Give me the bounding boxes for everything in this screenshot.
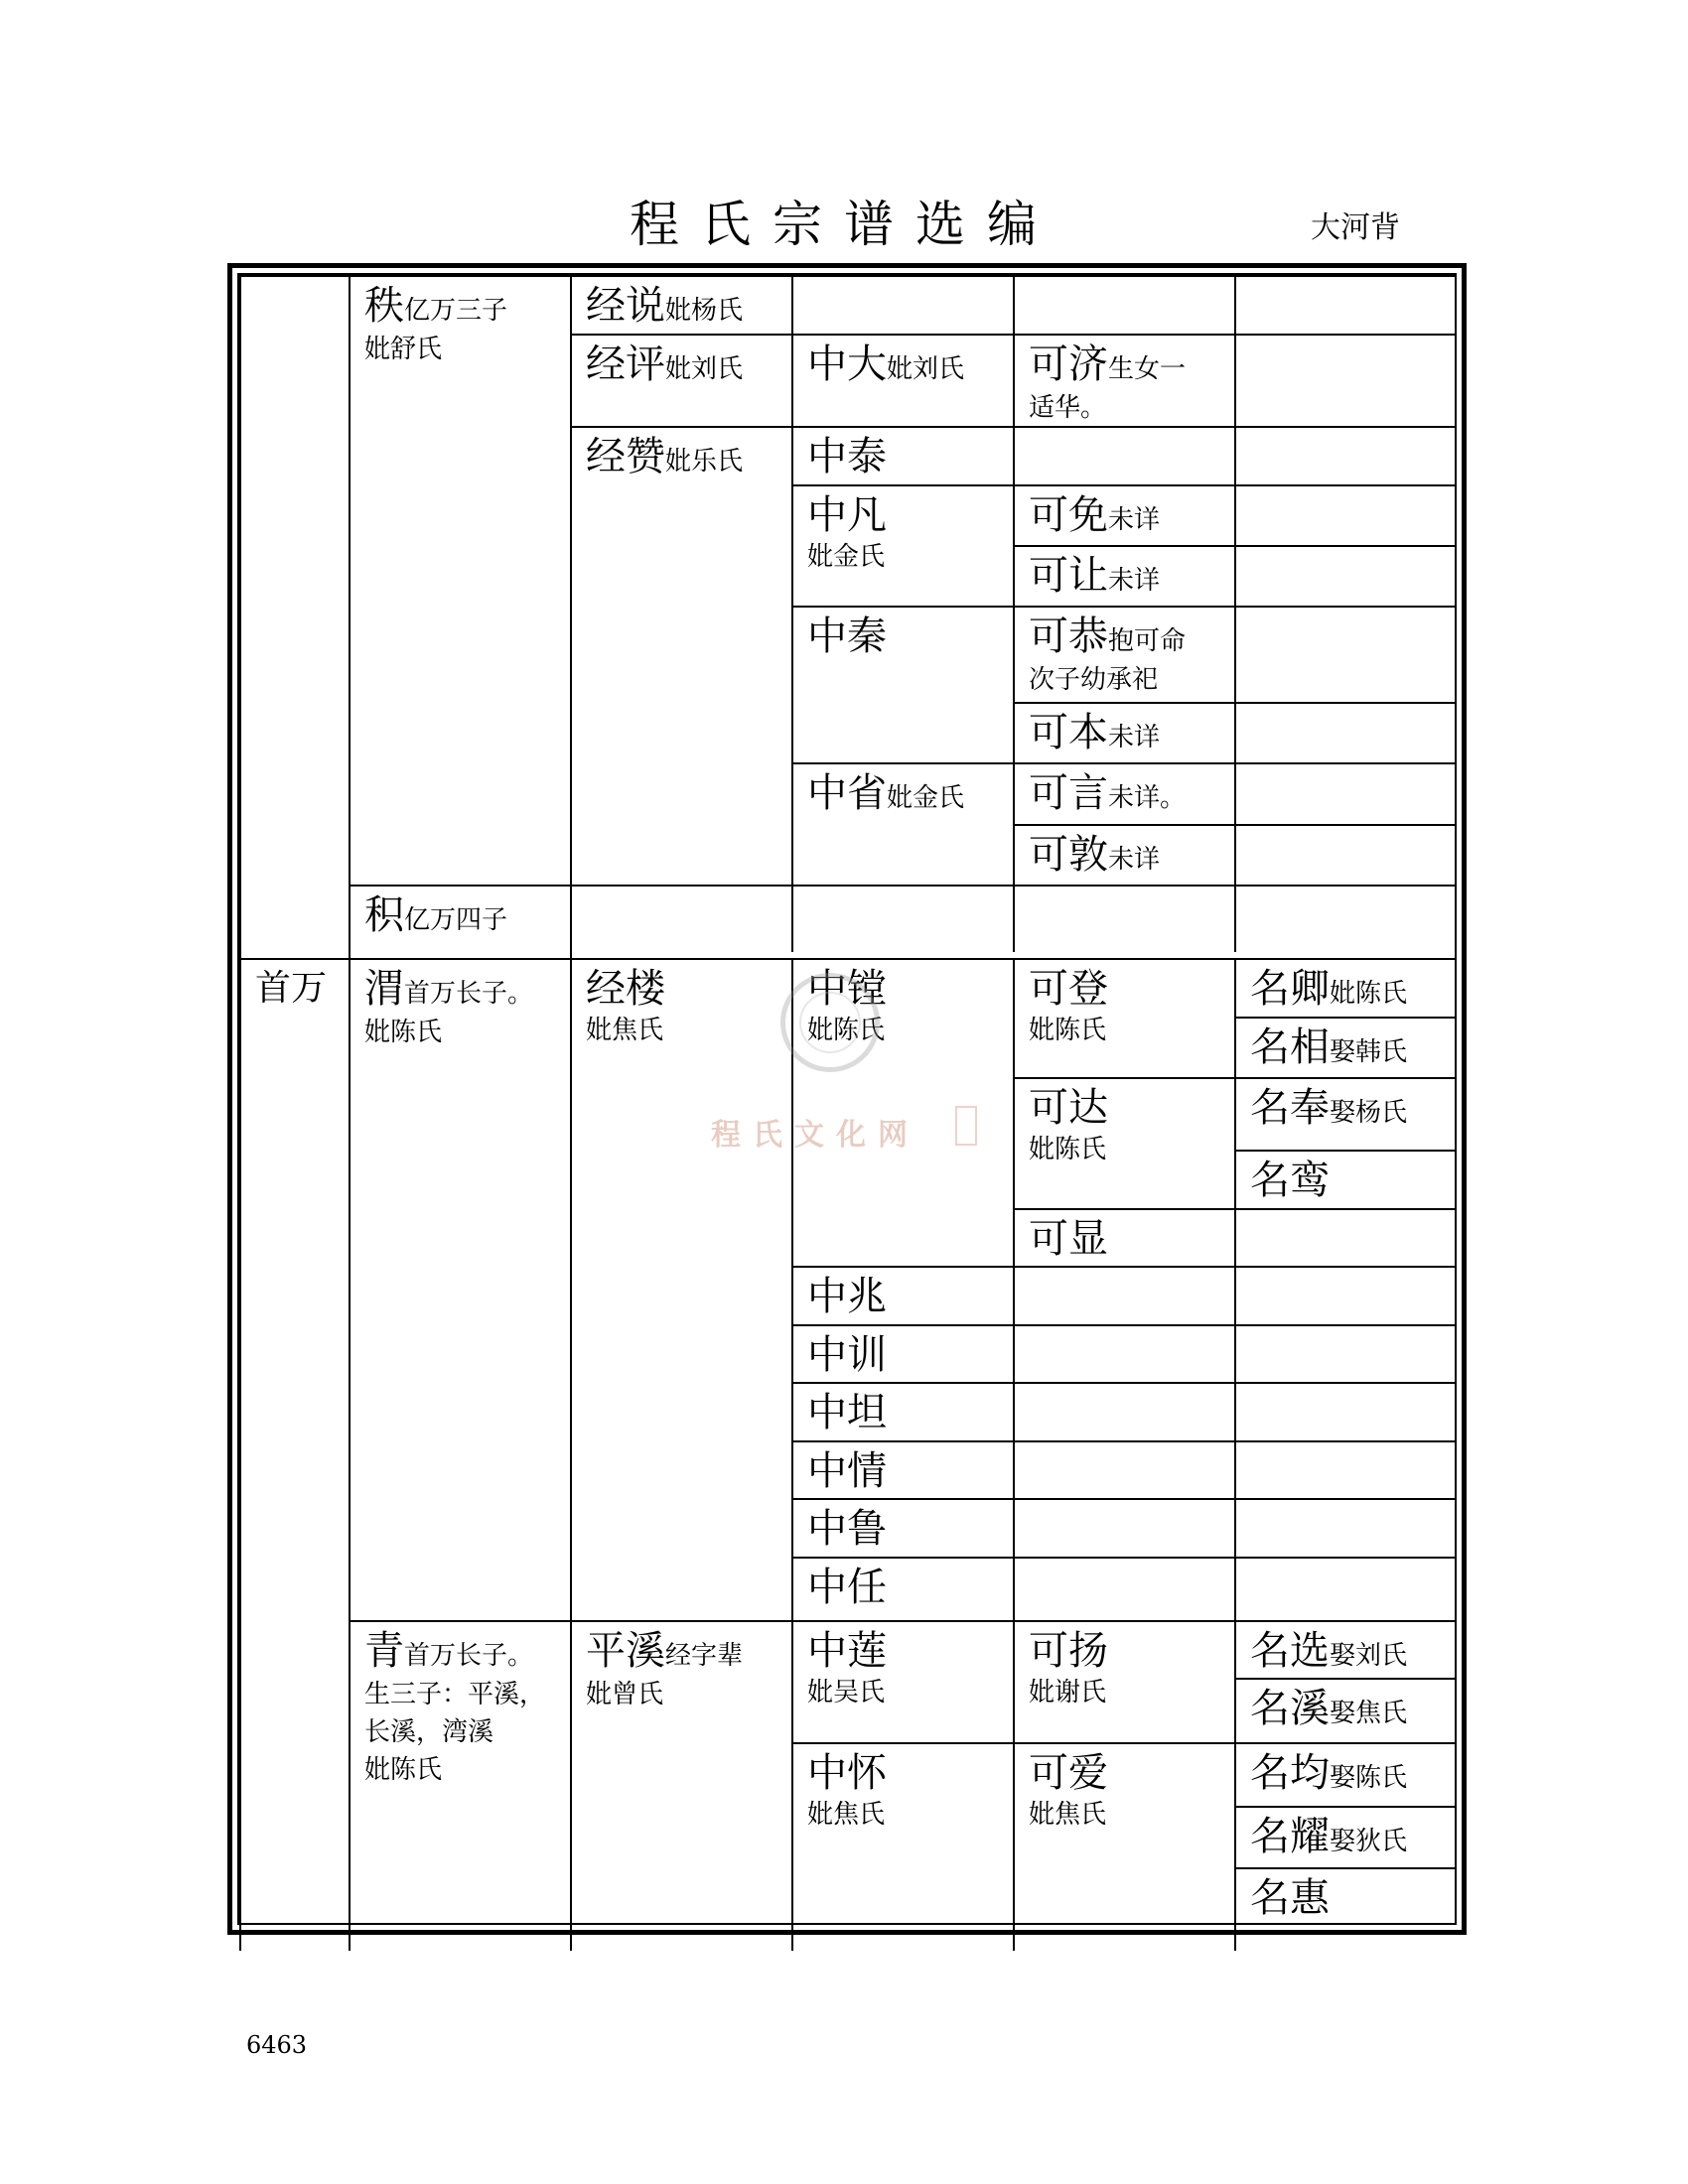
person-note: 妣乐氏 xyxy=(665,447,744,478)
empty-cell xyxy=(1234,484,1455,545)
person-note-line: 妣陈氏 xyxy=(1029,1134,1107,1164)
person-name: 中情 xyxy=(807,1447,887,1494)
person-name: 经评 xyxy=(586,341,665,387)
empty-cell xyxy=(1234,426,1455,484)
person-note: 未详 xyxy=(1108,722,1161,752)
person-note: 未详 xyxy=(1108,844,1161,875)
person-name: 中大 xyxy=(807,341,887,387)
person-name: 秩 xyxy=(364,283,404,329)
empty-cell xyxy=(1013,426,1234,484)
person-name: 中训 xyxy=(807,1331,887,1378)
person-name: 可达 xyxy=(1029,1084,1108,1131)
empty-cell xyxy=(1013,1440,1234,1499)
person-cell xyxy=(1013,1208,1234,1267)
person-note-line: 妣金氏 xyxy=(807,541,886,572)
person-cell xyxy=(570,1620,791,1951)
person-note-line: 妣焦氏 xyxy=(807,1799,886,1830)
person-name: 名奉 xyxy=(1250,1084,1330,1131)
person-name: 可爱 xyxy=(1029,1749,1108,1796)
empty-cell xyxy=(1234,1557,1455,1620)
person-note-line: 妣吴氏 xyxy=(807,1677,886,1707)
person-name: 可显 xyxy=(1029,1215,1108,1262)
person-note: 娶韩氏 xyxy=(1330,1036,1408,1067)
empty-cell xyxy=(791,885,1013,951)
person-note: 亿万三子 xyxy=(404,296,508,326)
person-note: 妣杨氏 xyxy=(665,296,744,326)
person-name: 名耀 xyxy=(1250,1814,1330,1860)
person-name: 名选 xyxy=(1250,1627,1330,1674)
person-note: 首万长子。 xyxy=(404,1640,534,1671)
person-note-line: 妣谢氏 xyxy=(1029,1677,1107,1707)
person-cell xyxy=(349,958,570,1620)
person-cell xyxy=(791,1498,1013,1557)
person-name: 可敦 xyxy=(1029,831,1108,878)
person-name: 积 xyxy=(364,892,404,939)
person-note: 抱可命 xyxy=(1108,626,1187,657)
person-name: 中秦 xyxy=(807,614,887,660)
person-cell xyxy=(791,1557,1013,1620)
person-name: 中坦 xyxy=(807,1390,887,1436)
empty-cell xyxy=(1234,702,1455,762)
person-cell xyxy=(1234,1077,1455,1150)
person-cell xyxy=(1234,958,1455,1017)
person-name: 中鲁 xyxy=(807,1506,887,1553)
person-name: 名溪 xyxy=(1250,1686,1330,1732)
person-note: 娶杨氏 xyxy=(1330,1097,1408,1128)
empty-cell xyxy=(1234,545,1455,606)
person-cell xyxy=(1013,958,1234,1077)
person-name: 可本 xyxy=(1029,709,1108,755)
person-name: 中怀 xyxy=(807,1749,887,1796)
person-note-line: 妣陈氏 xyxy=(1029,1016,1107,1045)
empty-cell xyxy=(1013,275,1234,334)
empty-cell xyxy=(239,275,349,1030)
person-name: 可免 xyxy=(1029,491,1108,538)
person-name: 名惠 xyxy=(1250,1874,1330,1921)
person-cell xyxy=(791,958,1013,1266)
person-cell xyxy=(791,1266,1013,1324)
person-cell xyxy=(349,885,570,951)
person-note-line: 长溪，湾溪 xyxy=(364,1716,494,1747)
page-title: 程氏宗谱选编 xyxy=(630,196,1058,253)
person-name: 中兆 xyxy=(807,1274,887,1320)
person-cell xyxy=(349,1620,570,1951)
person-cell xyxy=(1013,1620,1234,1742)
person-cell xyxy=(1013,1742,1234,1952)
person-note-line: 妣焦氏 xyxy=(586,1016,664,1045)
person-cell xyxy=(791,484,1013,607)
person-cell xyxy=(570,958,791,1620)
person-note: 未详 xyxy=(1108,504,1161,535)
page-number: 6463 xyxy=(246,2031,308,2059)
person-cell xyxy=(791,762,1013,885)
person-name: 可济 xyxy=(1029,341,1108,387)
person-name: 中凡 xyxy=(807,491,887,538)
person-cell xyxy=(570,275,791,334)
person-cell xyxy=(1013,334,1234,427)
person-note-line: 生三子：平溪， xyxy=(364,1679,546,1709)
empty-cell xyxy=(1013,1266,1234,1324)
person-name: 渭 xyxy=(364,966,404,1012)
person-name: 中泰 xyxy=(807,434,887,480)
person-note: 娶焦氏 xyxy=(1330,1699,1408,1729)
empty-cell xyxy=(1013,1324,1234,1383)
person-cell xyxy=(791,334,1013,427)
person-name: 中镗 xyxy=(807,966,887,1012)
empty-cell xyxy=(1234,824,1455,885)
person-cell xyxy=(791,606,1013,762)
location-label: 大河背 xyxy=(1311,210,1400,245)
person-name: 名相 xyxy=(1250,1024,1330,1070)
person-note: 娶陈氏 xyxy=(1330,1762,1408,1793)
person-cell xyxy=(570,334,791,427)
person-note: 经字辈 xyxy=(665,1640,744,1671)
person-cell xyxy=(1013,1077,1234,1208)
person-note: 妣金氏 xyxy=(887,783,965,814)
person-cell xyxy=(1234,1150,1455,1208)
person-note: 首万长子。 xyxy=(404,979,534,1009)
person-cell xyxy=(791,426,1013,484)
person-cell xyxy=(1013,484,1234,545)
person-cell xyxy=(1013,824,1234,885)
genealogy-table xyxy=(237,273,1457,1925)
person-cell xyxy=(791,1324,1013,1383)
person-note-line: 适华。 xyxy=(1029,392,1107,423)
empty-cell xyxy=(791,275,1013,334)
empty-cell xyxy=(1234,1266,1455,1324)
empty-cell xyxy=(1234,1382,1455,1440)
person-note: 娶刘氏 xyxy=(1330,1640,1408,1671)
person-name: 名鸾 xyxy=(1250,1158,1330,1204)
person-cell xyxy=(791,1440,1013,1499)
person-name: 可恭 xyxy=(1029,614,1108,660)
person-cell xyxy=(1234,1867,1455,1952)
person-name: 可登 xyxy=(1029,966,1108,1012)
person-name: 经说 xyxy=(586,283,665,329)
person-name: 可言 xyxy=(1029,770,1108,817)
empty-cell xyxy=(1234,606,1455,702)
person-note: 妣刘氏 xyxy=(665,353,744,384)
person-name: 名卿 xyxy=(1250,966,1330,1012)
person-name: 平溪 xyxy=(586,1627,665,1674)
person-cell xyxy=(1013,702,1234,762)
empty-cell xyxy=(1234,1208,1455,1267)
person-name: 可让 xyxy=(1029,553,1108,600)
empty-cell xyxy=(1013,885,1234,951)
person-name: 经楼 xyxy=(586,966,665,1012)
person-cell xyxy=(791,1742,1013,1952)
generation-name: 首万 xyxy=(255,968,328,1009)
empty-cell xyxy=(1013,1382,1234,1440)
person-name: 可扬 xyxy=(1029,1627,1108,1674)
person-cell xyxy=(1234,1742,1455,1806)
person-name: 中莲 xyxy=(807,1627,887,1674)
person-note: 亿万四子 xyxy=(404,905,508,936)
empty-cell xyxy=(1013,1557,1234,1620)
person-name: 中任 xyxy=(807,1564,887,1610)
empty-cell xyxy=(1234,1324,1455,1383)
person-note: 生女一 xyxy=(1108,353,1187,384)
person-cell xyxy=(791,1382,1013,1440)
empty-cell xyxy=(1234,762,1455,823)
person-note: 妣陈氏 xyxy=(1330,979,1408,1009)
person-name: 青 xyxy=(364,1627,404,1674)
empty-cell xyxy=(1234,885,1455,951)
person-cell xyxy=(349,275,570,972)
person-note-line: 妣舒氏 xyxy=(364,335,443,364)
person-note-line: 妣陈氏 xyxy=(364,1018,443,1047)
person-cell xyxy=(1013,545,1234,606)
person-cell xyxy=(1234,1678,1455,1741)
person-cell xyxy=(1234,1620,1455,1679)
person-note: 娶狄氏 xyxy=(1330,1827,1408,1857)
person-note-line: 妣焦氏 xyxy=(1029,1799,1107,1830)
person-note: 妣刘氏 xyxy=(887,353,965,384)
person-cell xyxy=(1234,1017,1455,1077)
empty-cell xyxy=(1234,275,1455,334)
person-note: 未详 xyxy=(1108,566,1161,597)
empty-cell xyxy=(1013,1498,1234,1557)
empty-cell xyxy=(1234,334,1455,427)
person-name: 经赞 xyxy=(586,434,665,480)
empty-cell xyxy=(1234,1440,1455,1499)
person-cell xyxy=(1013,762,1234,823)
person-note-line: 次子幼承祀 xyxy=(1029,665,1159,696)
empty-cell xyxy=(570,885,791,951)
person-cell xyxy=(1234,1806,1455,1866)
person-note-line: 妣陈氏 xyxy=(807,1016,886,1045)
watermark-site-name: 程氏文化网 xyxy=(711,1118,919,1153)
person-note-line: 妣陈氏 xyxy=(364,1754,443,1785)
empty-cell xyxy=(1234,1498,1455,1557)
person-cell xyxy=(791,1620,1013,1742)
person-name: 中省 xyxy=(807,770,887,817)
person-name: 名均 xyxy=(1250,1749,1330,1796)
person-note: 未详。 xyxy=(1108,783,1187,814)
generation-cell xyxy=(239,958,349,1951)
person-note-line: 妣曾氏 xyxy=(586,1679,664,1709)
person-cell xyxy=(1013,606,1234,702)
